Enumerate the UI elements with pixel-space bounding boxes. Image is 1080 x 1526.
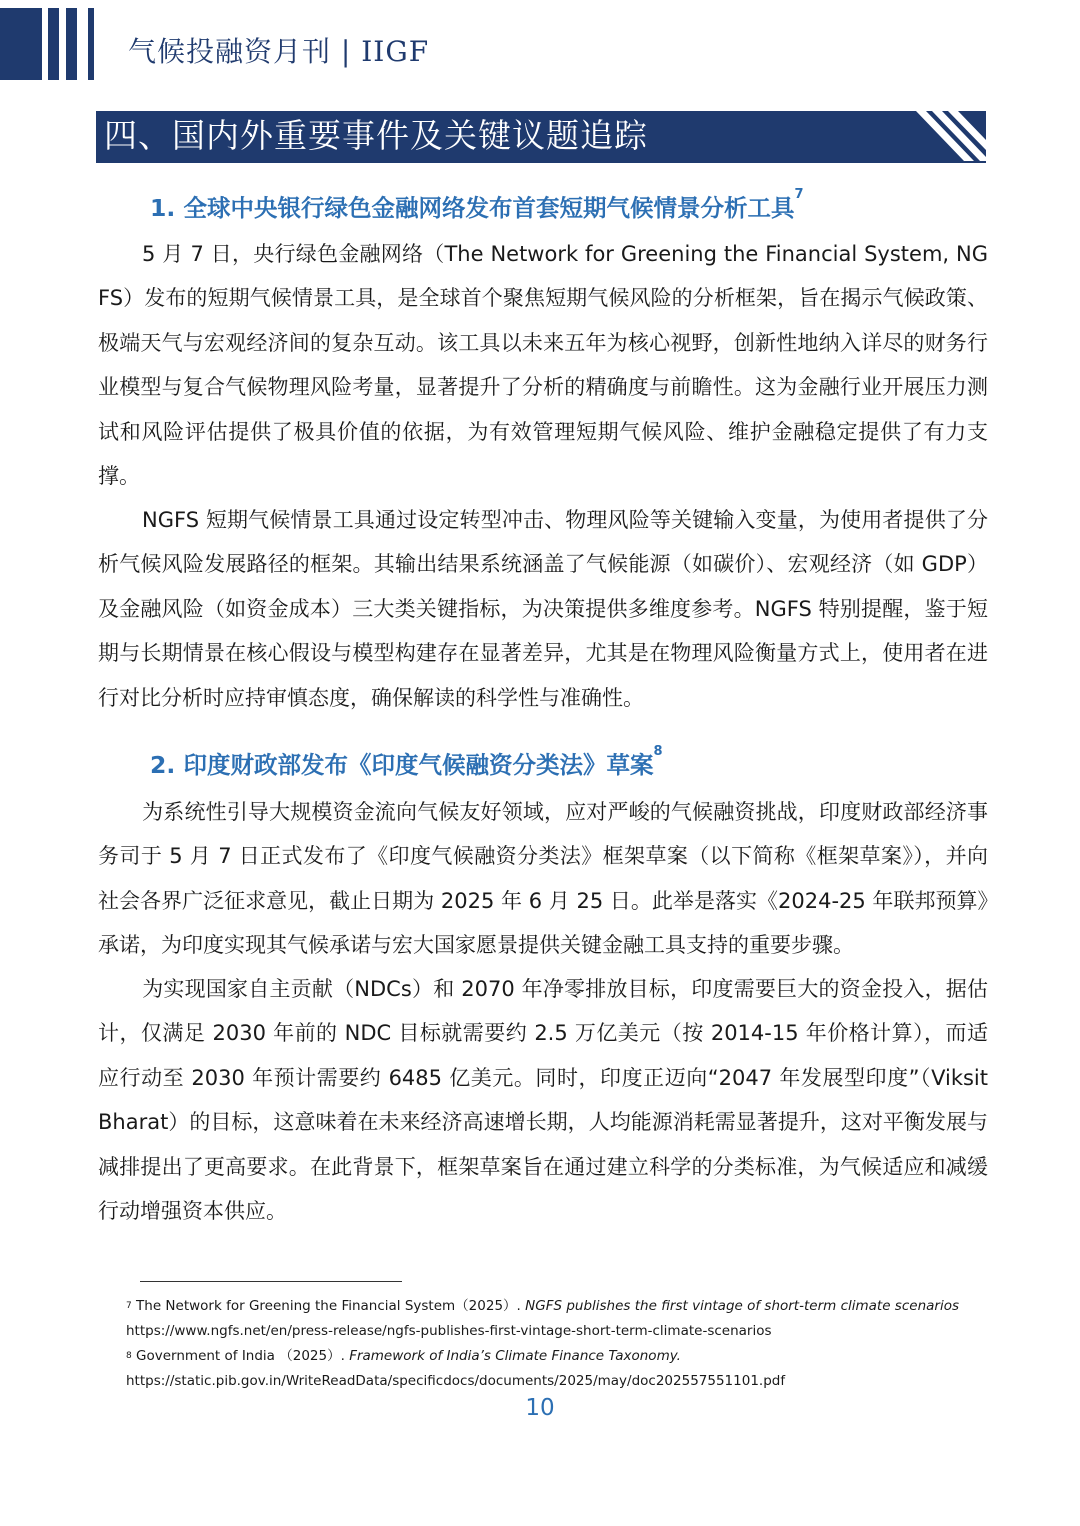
page-number: 10	[525, 1395, 555, 1421]
header-logo-bars	[0, 8, 100, 80]
item-1-heading: 1. 全球中央银行绿色金融网络发布首套短期气候情景分析工具$^7$	[150, 187, 804, 222]
footnote-7-url[interactable]: https://www.ngfs.net/en/press-release/ngfs-publishes-first-vintage-short-term-climate-scenarios	[126, 1323, 772, 1339]
section-title: 四、国内外重要事件及关键议题追踪	[104, 116, 648, 155]
header-title: 气候投融资月刊 | IIGF	[128, 35, 430, 68]
banner-stripes-decoration	[916, 111, 986, 161]
item-1-paragraph-1: 5 月 7 日，央行绿色金融网络（The Network for Greening the Financial System, NGFS）发布的短期气候情景工具，是全球首个聚焦短期气候风险的分析框架，旨在揭示气候政策、极端天气与宏观经济间的复杂互动。该工具以未来五年为核心视野，创新性地纳入详尽的财务行业模型与复合气候物理风险考量，显著提升了分析的精确度与前瞻性。这为金融行业开展压力测试和风险评估提供了极具价值的依据，为有效管理短期气候风险、维护金融稳定提供了有力支撑。	[98, 242, 988, 489]
footnote-8-url[interactable]: https://static.pib.gov.in/WriteReadData/specificdocs/documents/2025/may/doc202557551101.pdf	[126, 1373, 786, 1389]
section-banner	[96, 111, 986, 161]
item-2-paragraph-1: 为系统性引导大规模资金流向气候友好领域，应对严峻的气候融资挑战，印度财政部经济事务司于 5 月 7 日正式发布了《印度气候融资分类法》框架草案（以下简称《框架草案》），并向社会各界广泛征求意见，截止日期为 2025 年 6 月 25 日。此举是落实《2024-25 年联邦预算》承诺，为印度实现其气候承诺与宏大国家愿景提供关键金融工具支持的重要步骤。	[98, 800, 988, 958]
item-2-paragraph-2: 为实现国家自主贡献（NDCs）和 2070 年净零排放目标，印度需要巨大的资金投入，据估计，仅满足 2030 年前的 NDC 目标就需要约 2.5 万亿美元（按 2014-15 年价格计算），而适应行动至 2030 年预计需要约 6485 亿美元。同时，印度正迈向“2047 年发展型印度”（Viksit Bharat）的目标，这意味着在未来经济高速增长期，人均能源消耗需显著提升，这对平衡发展与减排提出了更高要求。在此背景下，框架草案旨在通过建立科学的分类标准，为气候适应和减缓行动增强资本供应。	[98, 977, 988, 1224]
item-1-paragraph-2: NGFS 短期气候情景工具通过设定转型冲击、物理风险等关键输入变量，为使用者提供了分析气候风险发展路径的框架。其输出结果系统涵盖了气候能源（如碳价）、宏观经济（如 GDP）及金融风险（如资金成本）三大类关键指标，为决策提供多维度参考。NGFS 特别提醒，鉴于短期与长期情景在核心假设与模型构建存在显著差异，尤其是在物理风险衡量方式上，使用者在进行对比分析时应持审慎态度，确保解读的科学性与准确性。	[98, 508, 988, 710]
footnote-7: $^7$ The Network for Greening the Financial System（2025）. NGFS publishes the first vintage of short-term climate scenarios	[126, 1298, 959, 1314]
footnote-8: $^8$ Government of India （2025）. Framework of India’s Climate Finance Taxonomy.	[126, 1348, 681, 1364]
footnote-ref-7: 7	[794, 187, 804, 202]
banner-underline	[96, 161, 986, 163]
footnote-ref-8: 8	[653, 744, 663, 759]
item-2-heading: 2. 印度财政部发布《印度气候融资分类法》草案$^8$	[150, 744, 663, 779]
footnote-separator	[140, 1281, 402, 1282]
